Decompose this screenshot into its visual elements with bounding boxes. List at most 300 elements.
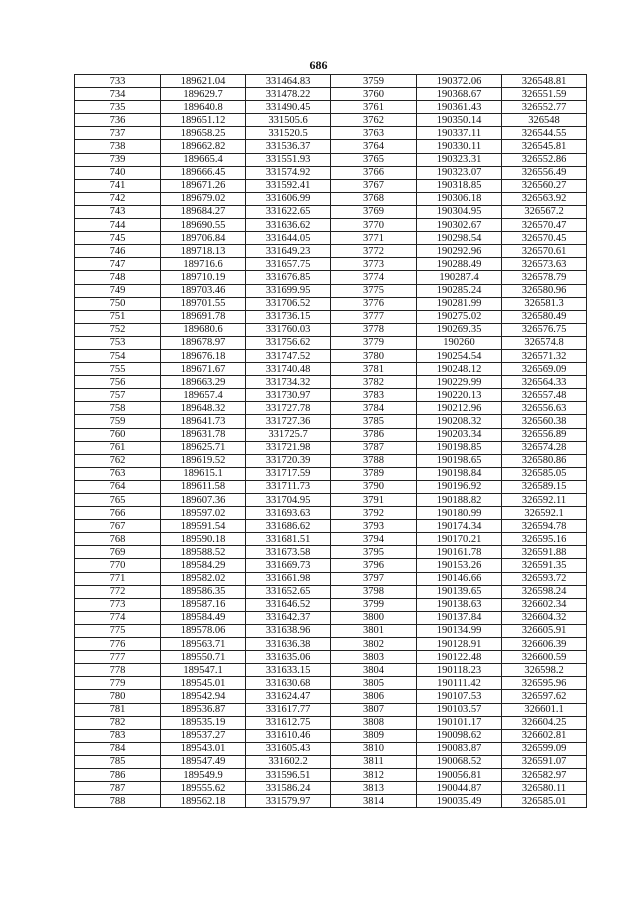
x-coord-right: 190285.24 <box>417 284 502 297</box>
point-id-right: 3813 <box>331 782 417 795</box>
point-id-left: 750 <box>75 297 161 310</box>
x-coord-left: 189658.25 <box>161 127 246 140</box>
point-id-left: 775 <box>75 624 161 637</box>
point-id-right: 3793 <box>331 520 417 533</box>
x-coord-left: 189641.73 <box>161 415 246 428</box>
point-id-left: 749 <box>75 284 161 297</box>
x-coord-right: 190208.32 <box>417 415 502 428</box>
y-coord-left: 331760.03 <box>246 323 331 336</box>
y-coord-right: 326585.05 <box>502 467 587 480</box>
y-coord-right: 326592.1 <box>502 507 587 520</box>
y-coord-right: 326585.01 <box>502 795 587 808</box>
y-coord-left: 331727.36 <box>246 415 331 428</box>
y-coord-left: 331642.37 <box>246 611 331 624</box>
y-coord-right: 326574.8 <box>502 336 587 349</box>
table-row <box>75 363 587 376</box>
point-id-left: 768 <box>75 533 161 546</box>
y-coord-left: 331633.15 <box>246 664 331 677</box>
table-row <box>75 467 587 480</box>
x-coord-left: 189703.46 <box>161 284 246 297</box>
x-coord-right: 190122.48 <box>417 651 502 664</box>
table-row <box>75 742 587 755</box>
x-coord-right: 190198.84 <box>417 467 502 480</box>
x-coord-right: 190361.43 <box>417 101 502 114</box>
point-id-right: 3814 <box>331 795 417 808</box>
y-coord-left: 331630.68 <box>246 677 331 690</box>
x-coord-left: 189586.35 <box>161 585 246 598</box>
point-id-right: 3765 <box>331 153 417 166</box>
table-row <box>75 232 587 245</box>
x-coord-right: 190137.84 <box>417 611 502 624</box>
y-coord-right: 326574.28 <box>502 441 587 454</box>
point-id-right: 3762 <box>331 114 417 127</box>
point-id-left: 744 <box>75 219 161 232</box>
x-coord-left: 189545.01 <box>161 677 246 690</box>
table-row <box>75 768 587 781</box>
x-coord-left: 189582.02 <box>161 572 246 585</box>
y-coord-right: 326576.75 <box>502 323 587 336</box>
table-row <box>75 114 587 127</box>
point-id-right: 3786 <box>331 428 417 441</box>
y-coord-left: 331652.65 <box>246 585 331 598</box>
y-coord-left: 331676.85 <box>246 271 331 284</box>
table-row <box>75 245 587 258</box>
point-id-right: 3789 <box>331 467 417 480</box>
table-row <box>75 546 587 559</box>
x-coord-left: 189537.27 <box>161 729 246 742</box>
table-row <box>75 441 587 454</box>
table-row <box>75 297 587 310</box>
y-coord-left: 331551.93 <box>246 153 331 166</box>
x-coord-left: 189640.8 <box>161 101 246 114</box>
x-coord-left: 189587.16 <box>161 598 246 611</box>
y-coord-left: 331686.62 <box>246 520 331 533</box>
y-coord-right: 326580.49 <box>502 310 587 323</box>
x-coord-right: 190035.49 <box>417 795 502 808</box>
x-coord-left: 189662.82 <box>161 140 246 153</box>
point-id-right: 3795 <box>331 546 417 559</box>
x-coord-left: 189547.49 <box>161 755 246 768</box>
x-coord-left: 189588.52 <box>161 546 246 559</box>
point-id-right: 3787 <box>331 441 417 454</box>
y-coord-left: 331586.24 <box>246 782 331 795</box>
x-coord-right: 190306.18 <box>417 192 502 205</box>
x-coord-left: 189631.78 <box>161 428 246 441</box>
point-id-left: 788 <box>75 795 161 808</box>
y-coord-right: 326591.88 <box>502 546 587 559</box>
point-id-left: 764 <box>75 480 161 493</box>
x-coord-left: 189535.19 <box>161 716 246 729</box>
x-coord-left: 189547.1 <box>161 664 246 677</box>
point-id-left: 777 <box>75 651 161 664</box>
x-coord-right: 190323.31 <box>417 153 502 166</box>
point-id-left: 767 <box>75 520 161 533</box>
x-coord-left: 189651.12 <box>161 114 246 127</box>
point-id-right: 3782 <box>331 376 417 389</box>
table-row <box>75 677 587 690</box>
x-coord-right: 190174.34 <box>417 520 502 533</box>
point-id-right: 3784 <box>331 402 417 415</box>
y-coord-right: 326556.63 <box>502 402 587 415</box>
x-coord-left: 189625.71 <box>161 441 246 454</box>
y-coord-right: 326582.97 <box>502 768 587 781</box>
table-row <box>75 755 587 768</box>
x-coord-left: 189684.27 <box>161 205 246 218</box>
x-coord-right: 190350.14 <box>417 114 502 127</box>
y-coord-right: 326581.3 <box>502 297 587 310</box>
table-row <box>75 127 587 140</box>
x-coord-right: 190220.13 <box>417 389 502 402</box>
table-row <box>75 507 587 520</box>
point-id-right: 3771 <box>331 232 417 245</box>
table-row <box>75 638 587 651</box>
y-coord-right: 326591.35 <box>502 559 587 572</box>
x-coord-right: 190281.99 <box>417 297 502 310</box>
point-id-left: 759 <box>75 415 161 428</box>
point-id-left: 753 <box>75 336 161 349</box>
point-id-right: 3794 <box>331 533 417 546</box>
x-coord-right: 190330.11 <box>417 140 502 153</box>
x-coord-right: 190139.65 <box>417 585 502 598</box>
point-id-left: 737 <box>75 127 161 140</box>
x-coord-right: 190134.99 <box>417 624 502 637</box>
x-coord-right: 190292.96 <box>417 245 502 258</box>
point-id-left: 739 <box>75 153 161 166</box>
table-row <box>75 205 587 218</box>
y-coord-right: 326573.63 <box>502 258 587 271</box>
table-row <box>75 88 587 101</box>
point-id-right: 3783 <box>331 389 417 402</box>
x-coord-right: 190318.85 <box>417 179 502 192</box>
x-coord-left: 189657.4 <box>161 389 246 402</box>
point-id-left: 758 <box>75 402 161 415</box>
y-coord-right: 326601.1 <box>502 703 587 716</box>
y-coord-right: 326560.38 <box>502 415 587 428</box>
point-id-left: 760 <box>75 428 161 441</box>
y-coord-right: 326552.77 <box>502 101 587 114</box>
point-id-left: 738 <box>75 140 161 153</box>
point-id-left: 751 <box>75 310 161 323</box>
point-id-right: 3796 <box>331 559 417 572</box>
point-id-left: 787 <box>75 782 161 795</box>
y-coord-right: 326563.92 <box>502 192 587 205</box>
y-coord-right: 326597.62 <box>502 690 587 703</box>
x-coord-left: 189549.9 <box>161 768 246 781</box>
y-coord-right: 326545.81 <box>502 140 587 153</box>
point-id-left: 735 <box>75 101 161 114</box>
y-coord-left: 331736.15 <box>246 310 331 323</box>
point-id-right: 3761 <box>331 101 417 114</box>
point-id-right: 3766 <box>331 166 417 179</box>
table-row <box>75 782 587 795</box>
x-coord-left: 189665.4 <box>161 153 246 166</box>
x-coord-left: 189578.06 <box>161 624 246 637</box>
x-coord-left: 189563.71 <box>161 638 246 651</box>
point-id-left: 745 <box>75 232 161 245</box>
y-coord-right: 326580.86 <box>502 454 587 467</box>
y-coord-left: 331704.95 <box>246 494 331 507</box>
y-coord-left: 331505.6 <box>246 114 331 127</box>
point-id-right: 3792 <box>331 507 417 520</box>
y-coord-left: 331638.96 <box>246 624 331 637</box>
point-id-left: 755 <box>75 363 161 376</box>
x-coord-left: 189716.6 <box>161 258 246 271</box>
point-id-right: 3812 <box>331 768 417 781</box>
point-id-left: 783 <box>75 729 161 742</box>
x-coord-right: 190287.4 <box>417 271 502 284</box>
table-row <box>75 310 587 323</box>
x-coord-left: 189678.97 <box>161 336 246 349</box>
x-coord-right: 190111.42 <box>417 677 502 690</box>
point-id-right: 3811 <box>331 755 417 768</box>
x-coord-left: 189619.52 <box>161 454 246 467</box>
table-row <box>75 611 587 624</box>
x-coord-right: 190044.87 <box>417 782 502 795</box>
x-coord-left: 189550.71 <box>161 651 246 664</box>
y-coord-right: 326599.09 <box>502 742 587 755</box>
x-coord-left: 189710.19 <box>161 271 246 284</box>
point-id-left: 757 <box>75 389 161 402</box>
y-coord-right: 326594.78 <box>502 520 587 533</box>
table-row <box>75 533 587 546</box>
y-coord-left: 331730.97 <box>246 389 331 402</box>
point-id-left: 785 <box>75 755 161 768</box>
y-coord-right: 326570.45 <box>502 232 587 245</box>
y-coord-left: 331727.78 <box>246 402 331 415</box>
x-coord-right: 190269.35 <box>417 323 502 336</box>
x-coord-left: 189584.29 <box>161 559 246 572</box>
table-row <box>75 284 587 297</box>
x-coord-left: 189671.67 <box>161 363 246 376</box>
point-id-right: 3776 <box>331 297 417 310</box>
y-coord-left: 331574.92 <box>246 166 331 179</box>
y-coord-right: 326551.59 <box>502 88 587 101</box>
table-row <box>75 376 587 389</box>
point-id-right: 3797 <box>331 572 417 585</box>
x-coord-right: 190229.99 <box>417 376 502 389</box>
y-coord-left: 331756.62 <box>246 336 331 349</box>
point-id-right: 3803 <box>331 651 417 664</box>
x-coord-left: 189671.26 <box>161 179 246 192</box>
x-coord-right: 190107.53 <box>417 690 502 703</box>
y-coord-left: 331711.73 <box>246 480 331 493</box>
y-coord-right: 326593.72 <box>502 572 587 585</box>
point-id-left: 773 <box>75 598 161 611</box>
point-id-left: 772 <box>75 585 161 598</box>
table-row <box>75 494 587 507</box>
y-coord-left: 331661.98 <box>246 572 331 585</box>
point-id-right: 3780 <box>331 349 417 362</box>
y-coord-left: 331673.58 <box>246 546 331 559</box>
point-id-right: 3798 <box>331 585 417 598</box>
point-id-left: 770 <box>75 559 161 572</box>
point-id-left: 765 <box>75 494 161 507</box>
x-coord-right: 190288.49 <box>417 258 502 271</box>
y-coord-right: 326567.2 <box>502 205 587 218</box>
x-coord-left: 189676.18 <box>161 349 246 362</box>
x-coord-left: 189615.1 <box>161 467 246 480</box>
table-row <box>75 101 587 114</box>
point-id-left: 786 <box>75 768 161 781</box>
y-coord-left: 331617.77 <box>246 703 331 716</box>
x-coord-right: 190153.26 <box>417 559 502 572</box>
point-id-right: 3767 <box>331 179 417 192</box>
point-id-left: 776 <box>75 638 161 651</box>
y-coord-left: 331612.75 <box>246 716 331 729</box>
table-row <box>75 179 587 192</box>
x-coord-right: 190203.34 <box>417 428 502 441</box>
x-coord-left: 189629.7 <box>161 88 246 101</box>
x-coord-right: 190198.85 <box>417 441 502 454</box>
x-coord-left: 189597.02 <box>161 507 246 520</box>
table-row <box>75 729 587 742</box>
y-coord-right: 326606.39 <box>502 638 587 651</box>
table-row <box>75 258 587 271</box>
x-coord-left: 189679.02 <box>161 192 246 205</box>
point-id-left: 742 <box>75 192 161 205</box>
point-id-left: 784 <box>75 742 161 755</box>
x-coord-right: 190138.63 <box>417 598 502 611</box>
table-row <box>75 624 587 637</box>
x-coord-left: 189607.36 <box>161 494 246 507</box>
y-coord-left: 331622.65 <box>246 205 331 218</box>
table-row <box>75 598 587 611</box>
x-coord-right: 190146.66 <box>417 572 502 585</box>
coordinates-table <box>74 74 587 808</box>
point-id-right: 3764 <box>331 140 417 153</box>
x-coord-left: 189666.45 <box>161 166 246 179</box>
point-id-right: 3805 <box>331 677 417 690</box>
x-coord-right: 190188.82 <box>417 494 502 507</box>
table-row <box>75 349 587 362</box>
table-row <box>75 323 587 336</box>
point-id-right: 3781 <box>331 363 417 376</box>
point-id-left: 769 <box>75 546 161 559</box>
point-id-left: 771 <box>75 572 161 585</box>
point-id-left: 747 <box>75 258 161 271</box>
point-id-left: 748 <box>75 271 161 284</box>
y-coord-left: 331579.97 <box>246 795 331 808</box>
page-number: 686 <box>309 58 328 72</box>
y-coord-left: 331725.7 <box>246 428 331 441</box>
y-coord-left: 331478.22 <box>246 88 331 101</box>
table-row <box>75 336 587 349</box>
y-coord-left: 331720.39 <box>246 454 331 467</box>
point-id-right: 3791 <box>331 494 417 507</box>
x-coord-right: 190337.11 <box>417 127 502 140</box>
x-coord-right: 190254.54 <box>417 349 502 362</box>
x-coord-right: 190368.67 <box>417 88 502 101</box>
y-coord-left: 331602.2 <box>246 755 331 768</box>
point-id-left: 761 <box>75 441 161 454</box>
x-coord-left: 189542.94 <box>161 690 246 703</box>
y-coord-right: 326591.07 <box>502 755 587 768</box>
y-coord-right: 326571.32 <box>502 349 587 362</box>
y-coord-left: 331644.05 <box>246 232 331 245</box>
coordinates-table-body <box>75 75 587 808</box>
x-coord-left: 189584.49 <box>161 611 246 624</box>
point-id-right: 3760 <box>331 88 417 101</box>
x-coord-right: 190196.92 <box>417 480 502 493</box>
x-coord-right: 190180.99 <box>417 507 502 520</box>
y-coord-left: 331649.23 <box>246 245 331 258</box>
y-coord-right: 326589.15 <box>502 480 587 493</box>
y-coord-left: 331636.38 <box>246 638 331 651</box>
y-coord-left: 331636.62 <box>246 219 331 232</box>
point-id-left: 746 <box>75 245 161 258</box>
x-coord-right: 190323.07 <box>417 166 502 179</box>
table-row <box>75 140 587 153</box>
point-id-right: 3759 <box>331 75 417 88</box>
point-id-left: 741 <box>75 179 161 192</box>
y-coord-left: 331520.5 <box>246 127 331 140</box>
point-id-left: 734 <box>75 88 161 101</box>
y-coord-right: 326604.32 <box>502 611 587 624</box>
point-id-left: 782 <box>75 716 161 729</box>
x-coord-left: 189680.6 <box>161 323 246 336</box>
table-row <box>75 703 587 716</box>
y-coord-right: 326544.55 <box>502 127 587 140</box>
point-id-left: 780 <box>75 690 161 703</box>
point-id-right: 3769 <box>331 205 417 218</box>
point-id-right: 3763 <box>331 127 417 140</box>
point-id-left: 763 <box>75 467 161 480</box>
table-row <box>75 572 587 585</box>
x-coord-left: 189648.32 <box>161 402 246 415</box>
table-row <box>75 690 587 703</box>
y-coord-left: 331699.95 <box>246 284 331 297</box>
point-id-right: 3810 <box>331 742 417 755</box>
point-id-right: 3807 <box>331 703 417 716</box>
table-row <box>75 664 587 677</box>
point-id-left: 740 <box>75 166 161 179</box>
point-id-left: 779 <box>75 677 161 690</box>
x-coord-left: 189718.13 <box>161 245 246 258</box>
y-coord-left: 331721.98 <box>246 441 331 454</box>
y-coord-right: 326556.49 <box>502 166 587 179</box>
point-id-right: 3778 <box>331 323 417 336</box>
point-id-right: 3779 <box>331 336 417 349</box>
y-coord-left: 331706.52 <box>246 297 331 310</box>
table-row <box>75 428 587 441</box>
point-id-left: 736 <box>75 114 161 127</box>
y-coord-right: 326600.59 <box>502 651 587 664</box>
x-coord-left: 189590.18 <box>161 533 246 546</box>
point-id-right: 3773 <box>331 258 417 271</box>
x-coord-left: 189701.55 <box>161 297 246 310</box>
y-coord-right: 326552.86 <box>502 153 587 166</box>
point-id-right: 3772 <box>331 245 417 258</box>
point-id-right: 3800 <box>331 611 417 624</box>
x-coord-right: 190056.81 <box>417 768 502 781</box>
y-coord-left: 331717.59 <box>246 467 331 480</box>
point-id-left: 752 <box>75 323 161 336</box>
point-id-right: 3774 <box>331 271 417 284</box>
y-coord-right: 326605.91 <box>502 624 587 637</box>
table-row <box>75 219 587 232</box>
point-id-left: 756 <box>75 376 161 389</box>
x-coord-right: 190198.65 <box>417 454 502 467</box>
x-coord-left: 189562.18 <box>161 795 246 808</box>
x-coord-left: 189555.62 <box>161 782 246 795</box>
x-coord-left: 189536.87 <box>161 703 246 716</box>
y-coord-right: 326570.47 <box>502 219 587 232</box>
table-row <box>75 651 587 664</box>
point-id-right: 3785 <box>331 415 417 428</box>
table-row <box>75 153 587 166</box>
table-row <box>75 166 587 179</box>
x-coord-right: 190212.96 <box>417 402 502 415</box>
